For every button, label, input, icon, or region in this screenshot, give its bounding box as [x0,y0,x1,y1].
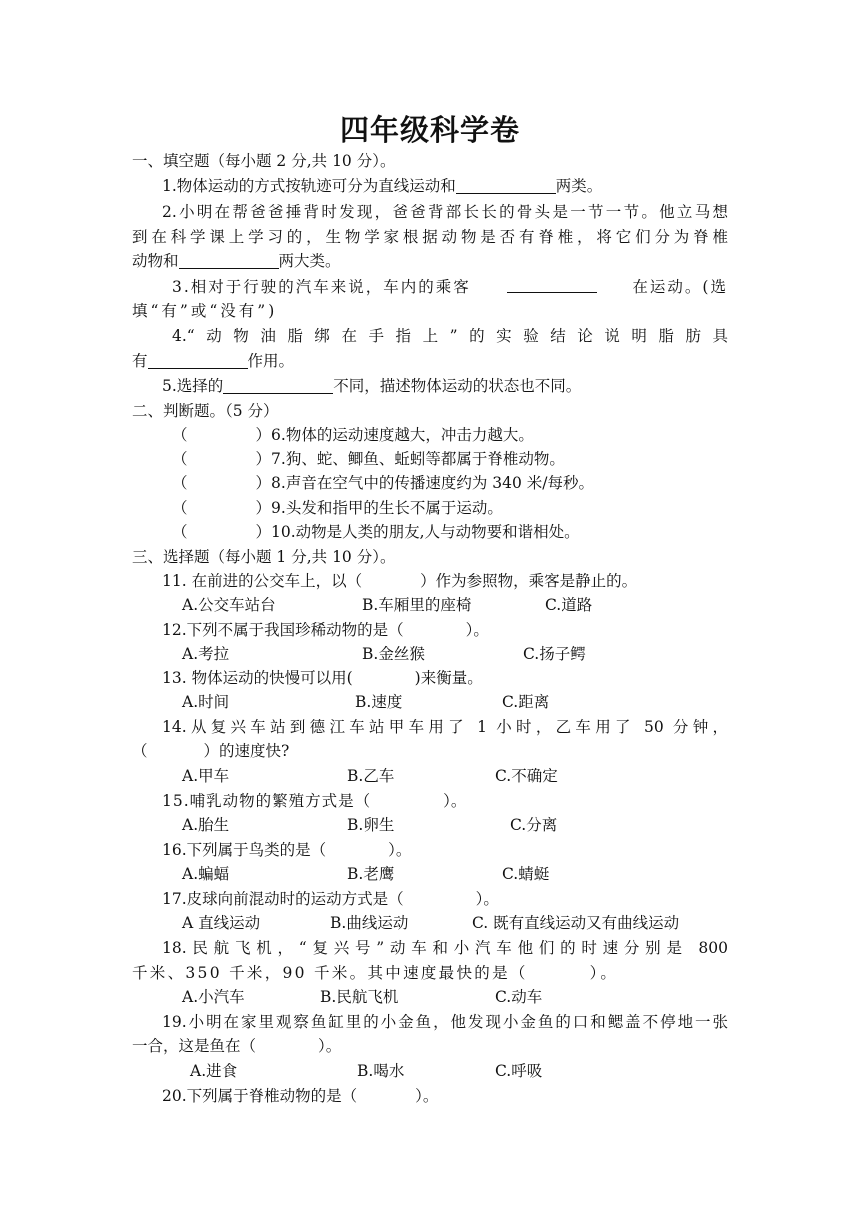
option-a[interactable]: A.蝙蝠 [182,865,230,883]
question-3-line-2: 填“有”或“没有”) [132,302,278,320]
question-19-line-2: 一合，这是鱼在（ ）。 [132,1037,342,1055]
option-c[interactable]: C. 既有直线运动又有曲线运动 [472,914,680,932]
question-3-line-1: 3.相对于行驶的汽车来说，车内的乘客 在运动。(选 [172,278,728,296]
question-4-line-2: 有 作用。 [132,352,295,370]
option-b[interactable]: B.民航飞机 [320,988,399,1006]
question-14-line-1: 14.从复兴车站到德江车站甲车用了 1 小时，乙车用了 50 分钟， [162,718,728,736]
question-18-line-1: 18.民航飞机，“复兴号”动车和小汽车他们的时速分别是 800 [162,939,728,957]
question-17: 17.皮球向前混动时的运动方式是（ ）。 [162,890,499,908]
question-2-line-2: 到在科学课上学习的，生物学家根据动物是否有脊椎，将它们分为脊椎 [132,228,728,246]
question-18-line-2: 千米、350 千米，90 千米。其中速度最快的是（ ）。 [132,964,619,982]
option-b[interactable]: B.车厢里的座椅 [362,596,472,614]
answer-blank[interactable] [507,276,597,293]
answer-blank[interactable] [456,177,556,194]
option-c[interactable]: C.扬子鳄 [523,645,586,663]
option-b[interactable]: B.喝水 [357,1062,405,1080]
option-b[interactable]: B.乙车 [347,767,395,785]
option-b[interactable]: B.卵生 [347,816,395,834]
judge-item: （ ）6.物体的运动速度越大，冲击力越大。 [172,426,534,444]
judge-item: （ ）7.狗、蛇、鲫鱼、蚯蚓等都属于脊椎动物。 [172,450,565,468]
question-16: 16.下列属于鸟类的是（ ）。 [162,841,412,859]
option-c[interactable]: C.动车 [495,988,543,1006]
question-12: 12.下列不属于我国珍稀动物的是（ ）。 [162,621,489,639]
question-2-line-3: 动物和 两大类。 [132,252,341,270]
question-14-line-2: （ ）的速度快? [132,742,290,760]
question-11: 11. 在前进的公交车上，以（ ）作为参照物，乘客是静止的。 [162,572,638,590]
option-c[interactable]: C.呼吸 [495,1062,543,1080]
option-b[interactable]: B.速度 [355,693,403,711]
option-c[interactable]: C.道路 [545,596,593,614]
question-13: 13. 物体运动的快慢可以用( )来衡量。 [162,669,483,687]
question-1: 1.物体运动的方式按轨迹可分为直线运动和 两类。 [162,177,603,195]
page-title: 四年级科学卷 [339,113,520,147]
question-15: 15.哺乳动物的繁殖方式是（ ）。 [162,792,467,810]
option-a[interactable]: A.时间 [182,693,230,711]
question-19-line-1: 19.小明在家里观察鱼缸里的小金鱼，他发现小金鱼的口和鳃盖不停地一张 [162,1013,728,1031]
section-3-heading: 三、选择题（每小题 1 分,共 10 分）。 [132,548,396,566]
option-c[interactable]: C.分离 [510,816,558,834]
option-a[interactable]: A 直线运动 [182,914,261,932]
option-b[interactable]: B.老鹰 [347,865,395,883]
option-a[interactable]: A.进食 [190,1062,238,1080]
option-c[interactable]: C.蜻蜓 [502,865,550,883]
option-c[interactable]: C.距离 [502,693,550,711]
question-4-line-1: 4.“动物油脂绑在手指上”的实验结论说明脂肪具 [172,327,728,345]
judge-item: （ ）8.声音在空气中的传播速度约为 340 米/每秒。 [172,474,594,492]
judge-item: （ ）9.头发和指甲的生长不属于运动。 [172,499,503,517]
section-1-heading: 一、填空题（每小题 2 分,共 10 分）。 [132,152,396,170]
question-20: 20.下列属于脊椎动物的是（ ）。 [162,1087,439,1105]
answer-blank[interactable] [179,252,279,269]
option-a[interactable]: A.甲车 [182,767,230,785]
option-c[interactable]: C.不确定 [495,767,558,785]
answer-blank[interactable] [148,352,248,369]
option-b[interactable]: B.金丝猴 [362,645,425,663]
option-a[interactable]: A.公交车站台 [182,596,276,614]
option-b[interactable]: B.曲线运动 [330,914,409,932]
judge-item: （ ）10.动物是人类的朋友,人与动物要和谐相处。 [172,523,580,541]
option-a[interactable]: A.小汽车 [182,988,245,1006]
question-2-line-1: 2.小明在帮爸爸捶背时发现，爸爸背部长长的骨头是一节一节。他立马想 [162,203,728,221]
answer-blank[interactable] [223,377,333,394]
option-a[interactable]: A.考拉 [182,645,230,663]
section-2-heading: 二、判断题。（5 分） [132,402,279,420]
question-5: 5.选择的 不同，描述物体运动的状态也不同。 [162,377,582,395]
option-a[interactable]: A.胎生 [182,816,230,834]
